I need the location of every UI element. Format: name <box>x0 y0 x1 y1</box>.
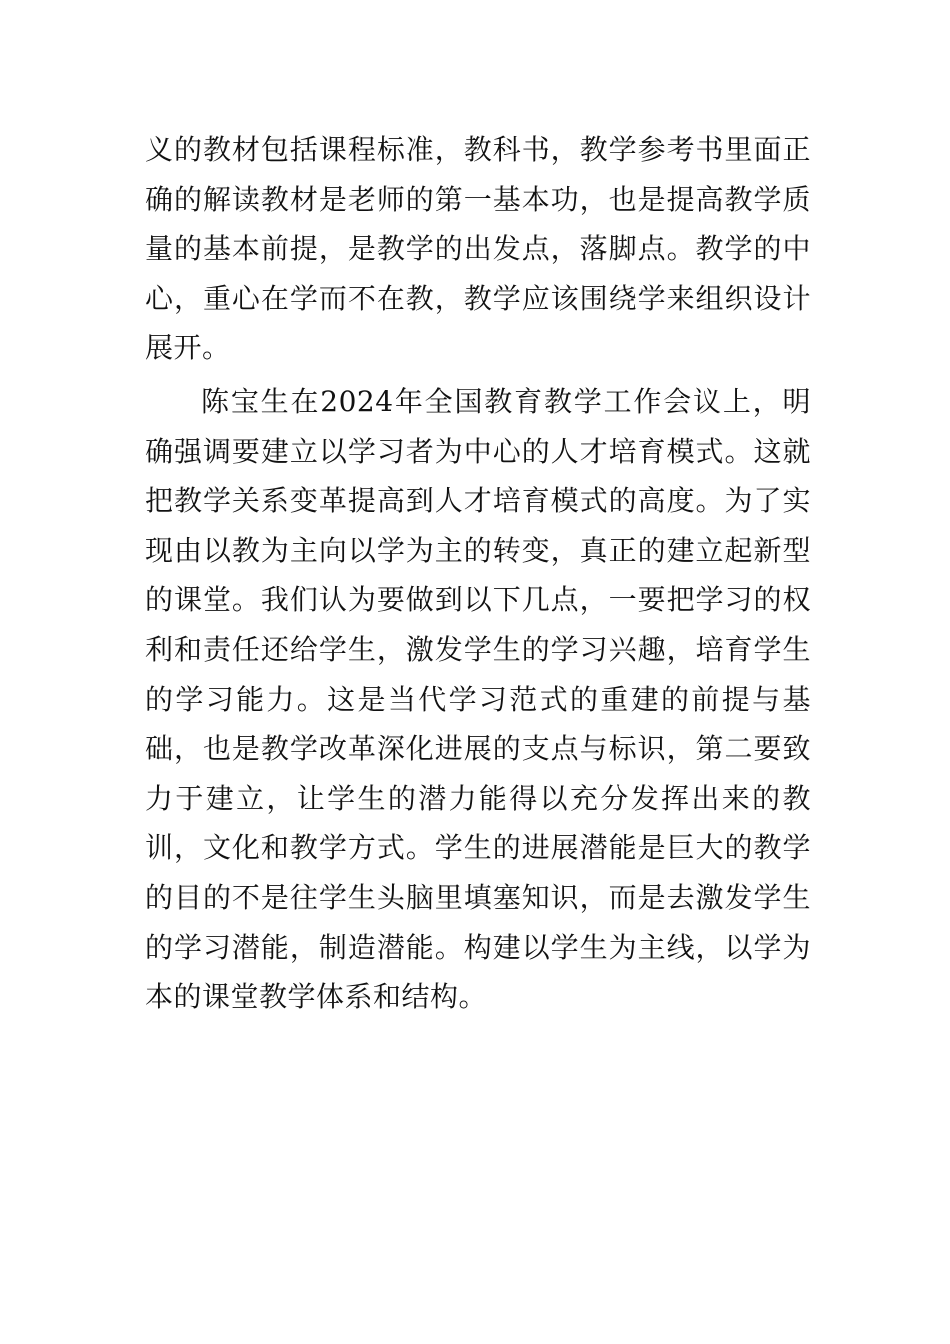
paragraph-continued: 义的教材包括课程标准，教科书，教学参考书里面正确的解读教材是老师的第一基本功，也是提高教学质量的基本前提，是教学的出发点，落脚点。教学的中心，重心在学而不在教，教学应该围绕学来组织设计展开。 <box>145 133 811 365</box>
paragraph-main: 陈宝生在2024年全国教育教学工作会议上，明确强调要建立以学习者为中心的人才培育模式。这就把教学关系变革提高到人才培育模式的高度。为了实现由以教为主向以学为主的转变，真正的建立起新型的课堂。我们认为要做到以下几点，一要把学习的权利和责任还给学生，激发学生的学习兴趣，培育学生的学习能力。这是当代学习范式的重建的前提与基础，也是教学改革深化进展的支点与标识，第二要致力于建立，让学生的潜力能得以充分发挥出来的教训，文化和教学方式。学生的进展潜能是巨大的教学的目的不是往学生头脑里填塞知识，而是去激发学生的学习潜能，制造潜能。构建以学生为主线，以学为本的课堂教学体系和结构。 <box>145 385 811 1014</box>
